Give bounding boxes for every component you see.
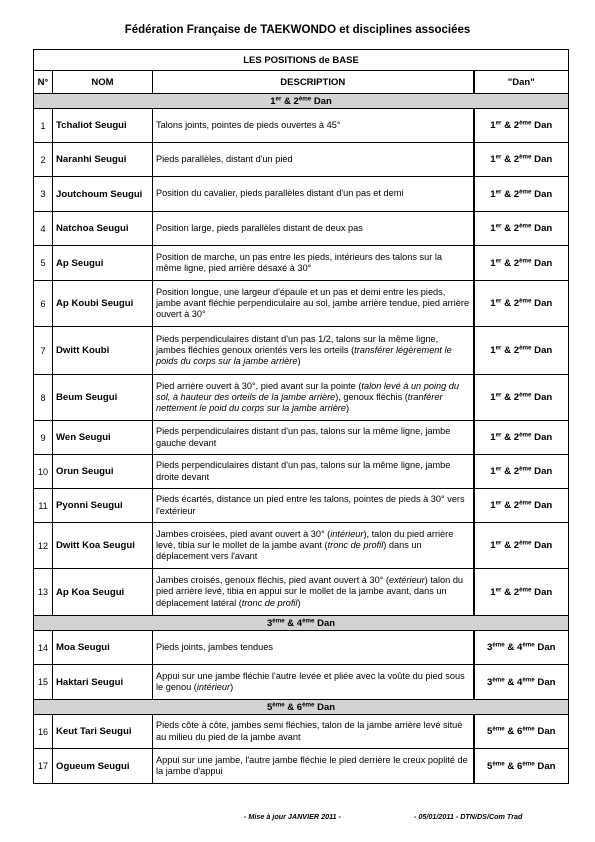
position-description — [153, 569, 474, 616]
position-description — [153, 143, 474, 177]
dan-label-end: Dan — [531, 432, 553, 443]
description-text: Pied arrière ouvert à 30°, pied avant sur la pointe ( — [156, 380, 362, 391]
dan-label-a-sup: er — [495, 297, 502, 305]
dan-label-b-sup: ème — [298, 95, 312, 102]
dan-label-end: Dan — [534, 676, 556, 688]
dan-label-mid: & 2 — [501, 120, 520, 131]
section-row — [34, 94, 569, 109]
description-note: tronc de profil — [241, 597, 298, 608]
dan-label-mid: & 2 — [501, 257, 520, 269]
header-nom: NOM — [53, 71, 153, 94]
dan-label-b-sup: ème — [302, 701, 315, 708]
position-description — [153, 246, 474, 281]
dan-label-b-sup: ème — [519, 344, 532, 352]
description-note: tranférer nettement le poid du corps sur la jambe arrière — [156, 391, 443, 414]
dan-label-b-sup: ème — [519, 391, 532, 399]
dan-label-a-sup: er — [495, 257, 502, 264]
dan-label-mid: & 6 — [504, 726, 523, 737]
row-number: 2 — [34, 143, 53, 177]
dan-label-b-sup: ème — [519, 297, 532, 305]
dan-label-a-sup: er — [495, 391, 502, 399]
header-dan: "Dan" — [474, 71, 569, 94]
row-number: 16 — [34, 715, 53, 749]
description-text: Jambes croisées, pied avant ouvert à 30° ( — [156, 528, 331, 539]
dan-label-end: Dan — [531, 392, 553, 403]
dan-label-a: 1 — [490, 586, 496, 598]
dan-level — [474, 631, 569, 665]
table-row — [34, 375, 569, 421]
dan-label-a: 5 — [487, 726, 493, 737]
dan-label-a-sup: er — [495, 499, 502, 507]
position-name: Moa Seugui — [53, 631, 153, 665]
table-row — [34, 421, 569, 455]
dan-label-b-sup: ème — [302, 617, 315, 624]
table-row — [34, 631, 569, 665]
dan-label-end: Dan — [531, 188, 553, 200]
dan-label-b-sup: ème — [519, 153, 532, 161]
header-row — [34, 71, 569, 94]
dan-label-mid: & 2 — [501, 586, 520, 598]
description-text: Pieds parallèles, distant d'un pied — [156, 153, 293, 164]
dan-label-mid: & 2 — [501, 432, 520, 443]
table-row — [34, 715, 569, 749]
description-text: Jambes croisés, genoux fléchis, pied avant ouvert à 30° ( — [156, 575, 389, 586]
position-description — [153, 212, 474, 246]
dan-level — [474, 715, 569, 749]
table-row — [34, 177, 569, 212]
dan-label-mid: & 2 — [281, 95, 299, 107]
description-note: intérieur — [330, 528, 364, 539]
dan-label-a: 1 — [270, 95, 276, 107]
dan-label-mid: & 4 — [284, 617, 303, 629]
table-row — [34, 569, 569, 616]
dan-label-a-sup: ème — [492, 676, 505, 683]
description-text: ), genoux fléchis ( — [335, 391, 408, 402]
dan-level — [474, 489, 569, 523]
section-row — [34, 700, 569, 715]
dan-label-a: 1 — [490, 120, 496, 131]
dan-label-mid: & 2 — [501, 540, 520, 551]
row-number: 14 — [34, 631, 53, 665]
dan-label-b-sup: ème — [519, 465, 532, 473]
dan-label-end: Dan — [531, 257, 553, 269]
position-description — [153, 421, 474, 455]
dan-label-mid: & 2 — [501, 345, 520, 356]
dan-label-mid: & 6 — [284, 701, 303, 713]
dan-label-a: 3 — [487, 676, 493, 688]
row-number: 9 — [34, 421, 53, 455]
row-number: 15 — [34, 665, 53, 700]
position-name: Ap Koa Seugui — [53, 569, 153, 616]
dan-level — [474, 523, 569, 569]
dan-label-a: 3 — [487, 642, 493, 653]
row-number: 4 — [34, 212, 53, 246]
dan-label-end: Dan — [531, 154, 553, 165]
description-text: Pieds côte à côte, jambes semi fléchies, talon de la jambe arrière levé situé au milieu du pied de la jambe avant — [156, 720, 463, 742]
dan-level — [474, 569, 569, 616]
dan-label-mid: & 2 — [501, 298, 520, 309]
dan-label-a-sup: er — [495, 188, 502, 195]
table-row — [34, 109, 569, 143]
table-caption: LES POSITIONS de BASE — [34, 50, 569, 71]
positions-table — [33, 49, 569, 784]
dan-label-a-sup: er — [495, 222, 502, 230]
table-row — [34, 143, 569, 177]
position-name: Keut Tari Seugui — [53, 715, 153, 749]
dan-label-end: Dan — [531, 223, 553, 234]
position-description — [153, 631, 474, 665]
row-number: 10 — [34, 455, 53, 489]
dan-label-a: 1 — [490, 188, 496, 200]
table-row — [34, 749, 569, 784]
dan-label-end: Dan — [314, 617, 336, 629]
description-text: ), talon du pied arrière levé, tibia sur le mollet de la jambe avant ( — [156, 528, 454, 550]
description-text: ) — [297, 597, 301, 608]
table-row — [34, 665, 569, 700]
dan-label-b-sup: ème — [522, 676, 535, 683]
table-row — [34, 489, 569, 523]
position-name: Ogueum Seugui — [53, 749, 153, 784]
dan-label-end: Dan — [531, 298, 553, 309]
dan-label-mid: & 2 — [501, 392, 520, 403]
position-name: Beum Seugui — [53, 375, 153, 421]
dan-label-b-sup: ème — [519, 257, 532, 264]
header-num: N° — [34, 71, 53, 94]
dan-label-a-sup: ème — [272, 617, 285, 624]
dan-label-b-sup: ème — [519, 586, 532, 593]
dan-label-b-sup: ème — [522, 641, 535, 649]
section-header — [34, 700, 569, 715]
table-row — [34, 212, 569, 246]
row-number: 11 — [34, 489, 53, 523]
dan-label-b-sup: ème — [519, 431, 532, 439]
dan-level — [474, 421, 569, 455]
dan-label-end: Dan — [534, 642, 556, 653]
description-note: tronc de profil — [327, 539, 384, 550]
description-text: ) talon du pied arrière levé, tibia en appui sur le mollet de la jambe avant, dans un déplacement latéral ( — [156, 575, 464, 608]
description-note: talon levé à un poing du sol, à hauteur des orteils de la jambe arrière — [156, 380, 459, 402]
description-text: Pieds perpendiculaires distant d'un pas, talons sur la même ligne, jambe gauche devant — [156, 426, 451, 448]
dan-label-end: Dan — [534, 760, 556, 772]
position-name: Naranhi Seugui — [53, 143, 153, 177]
dan-label-b-sup: ème — [519, 119, 532, 127]
section-header — [34, 94, 569, 109]
page-title: Fédération Française de TAEKWONDO et disciplines associées — [124, 24, 471, 36]
table-row — [34, 327, 569, 375]
dan-level — [474, 665, 569, 700]
position-description — [153, 523, 474, 569]
dan-label-a: 1 — [490, 154, 496, 165]
dan-label-a: 5 — [487, 760, 493, 772]
position-description — [153, 109, 474, 143]
dan-label-end: Dan — [531, 540, 553, 551]
description-text: Position du cavalier, pieds parallèles distant d'un pas et demi — [156, 188, 404, 199]
dan-label-end: Dan — [531, 500, 553, 511]
caption-row — [34, 50, 569, 71]
dan-label-b-sup: ème — [522, 725, 535, 733]
description-text: ) dans un déplacement vers l'avant — [156, 539, 422, 562]
row-number: 13 — [34, 569, 53, 616]
position-name: Wen Seugui — [53, 421, 153, 455]
row-number: 12 — [34, 523, 53, 569]
position-name: Dwitt Koa Seugui — [53, 523, 153, 569]
row-number: 5 — [34, 246, 53, 281]
position-name: Pyonni Seugui — [53, 489, 153, 523]
position-name: Haktari Seugui — [53, 665, 153, 700]
row-number: 3 — [34, 177, 53, 212]
dan-label-end: Dan — [534, 726, 556, 737]
row-number: 6 — [34, 281, 53, 327]
row-number: 17 — [34, 749, 53, 784]
dan-label-mid: & 2 — [501, 188, 520, 200]
table-row — [34, 281, 569, 327]
section-row — [34, 616, 569, 631]
position-description — [153, 665, 474, 700]
position-description — [153, 177, 474, 212]
description-text: Talons joints, pointes de pieds ouvertes à 45° — [156, 119, 341, 130]
dan-label-a: 1 — [490, 500, 496, 511]
dan-label-b-sup: ème — [519, 188, 532, 195]
dan-label-b-sup: ème — [519, 222, 532, 230]
description-text: Pieds écartés, distance un pied entre les talons, pointes de pieds à 30° vers l'extérieur — [156, 494, 465, 516]
footer-reference: - 05/01/2011 - DTN/DS/Com Trad — [414, 812, 523, 821]
position-description — [153, 715, 474, 749]
position-name: Ap Koubi Seugui — [53, 281, 153, 327]
dan-label-mid: & 4 — [504, 676, 523, 688]
table-row — [34, 523, 569, 569]
dan-label-a: 1 — [490, 432, 496, 443]
dan-label-a: 1 — [490, 392, 496, 403]
dan-label-a: 1 — [490, 298, 496, 309]
description-text: ) — [297, 356, 301, 367]
description-text: Appui sur une jambe, l'autre jambe fléchie le pied derrière le creux poplité de la jambe d'appui — [156, 754, 468, 776]
position-description — [153, 327, 474, 375]
dan-label-a-sup: er — [275, 95, 282, 102]
dan-level — [474, 327, 569, 375]
position-description — [153, 455, 474, 489]
description-text: Position longue, une largeur d'épaule et un pas et demi entre les pieds, jambe avant fléchie perpendiculaire au sol, jambe arrière tendue, pied arrière ouvert à 30° — [156, 286, 470, 320]
description-text: Pieds joints, jambes tendues — [156, 641, 273, 652]
dan-label-a: 1 — [490, 540, 496, 551]
dan-label-a: 1 — [490, 257, 496, 269]
dan-label-a-sup: ème — [492, 641, 505, 649]
description-note: transférer légèrement le poids du corps sur la jambe arrière — [156, 344, 452, 367]
dan-label-b-sup: ème — [519, 539, 532, 547]
position-description — [153, 489, 474, 523]
dan-label-a: 1 — [490, 466, 496, 477]
position-name: Joutchoum Seugui — [53, 177, 153, 212]
description-text: Appui sur une jambe fléchie l'autre levée et pliée avec la voûte du pied sous le genou ( — [156, 670, 465, 692]
position-name: Ap Seugui — [53, 246, 153, 281]
dan-label-b-sup: ème — [522, 760, 535, 767]
table-row — [34, 246, 569, 281]
description-note: extérieur — [388, 575, 425, 586]
dan-label-a-sup: er — [495, 344, 502, 352]
dan-label-mid: & 2 — [501, 154, 520, 165]
dan-label-mid: & 2 — [501, 466, 520, 477]
dan-label-a-sup: er — [495, 431, 502, 439]
dan-label-end: Dan — [531, 345, 553, 356]
position-description — [153, 375, 474, 421]
dan-label-a-sup: ème — [272, 701, 285, 708]
dan-label-end: Dan — [314, 701, 336, 713]
description-text: Position large, pieds parallèles distant de deux pas — [156, 222, 363, 233]
dan-label-a-sup: er — [495, 539, 502, 547]
dan-label-mid: & 2 — [501, 500, 520, 511]
dan-label-end: Dan — [531, 120, 553, 131]
description-note: intérieur — [196, 682, 231, 692]
description-text: Pieds perpendiculaires distant d'un pas, talons sur la même ligne, jambe droite devant — [156, 460, 451, 482]
dan-level — [474, 749, 569, 784]
position-name: Orun Seugui — [53, 455, 153, 489]
header-description: DESCRIPTION — [153, 71, 474, 94]
dan-label-a-sup: er — [495, 465, 502, 473]
footer-update-note: - Mise à jour JANVIER 2011 - — [244, 812, 341, 821]
dan-label-a: 1 — [490, 223, 496, 234]
description-text: ) — [230, 682, 234, 692]
position-name: Tchaliot Seugui — [53, 109, 153, 143]
dan-label-a: 1 — [490, 345, 496, 356]
position-description — [153, 281, 474, 327]
dan-level — [474, 177, 569, 212]
dan-label-a: 5 — [266, 701, 273, 713]
row-number: 7 — [34, 327, 53, 375]
dan-label-mid: & 6 — [504, 760, 523, 772]
dan-level — [474, 212, 569, 246]
dan-label-mid: & 4 — [504, 642, 523, 653]
dan-label-a-sup: ème — [492, 725, 505, 733]
section-header — [34, 616, 569, 631]
dan-level — [474, 281, 569, 327]
dan-label-mid: & 2 — [501, 223, 520, 234]
dan-label-a-sup: er — [495, 586, 502, 593]
table-row — [34, 455, 569, 489]
dan-label-a: 3 — [266, 617, 273, 629]
dan-label-a-sup: er — [495, 119, 502, 127]
dan-label-a-sup: ème — [492, 760, 505, 767]
description-text: ) — [345, 403, 350, 414]
dan-level — [474, 109, 569, 143]
dan-level — [474, 246, 569, 281]
row-number: 8 — [34, 375, 53, 421]
dan-label-a-sup: er — [495, 153, 502, 161]
position-name: Natchoa Seugui — [53, 212, 153, 246]
dan-label-end: Dan — [531, 466, 553, 477]
dan-level — [474, 455, 569, 489]
position-description — [153, 749, 474, 784]
position-name: Dwitt Koubi — [53, 327, 153, 375]
row-number: 1 — [34, 109, 53, 143]
dan-label-end: Dan — [531, 586, 553, 598]
dan-level — [474, 375, 569, 421]
description-text: Position de marche, un pas entre les pieds, intérieurs des talons sur la même ligne, pied arrière désaxé à 30° — [156, 251, 442, 273]
dan-label-end: Dan — [311, 95, 332, 107]
description-text: Pieds perpendiculaires distant d'un pas 1/2, talons sur la même ligne, jambes fléchies genoux orientés vers les orteils ( — [156, 333, 439, 355]
dan-label-b-sup: ème — [519, 499, 532, 507]
dan-level — [474, 143, 569, 177]
